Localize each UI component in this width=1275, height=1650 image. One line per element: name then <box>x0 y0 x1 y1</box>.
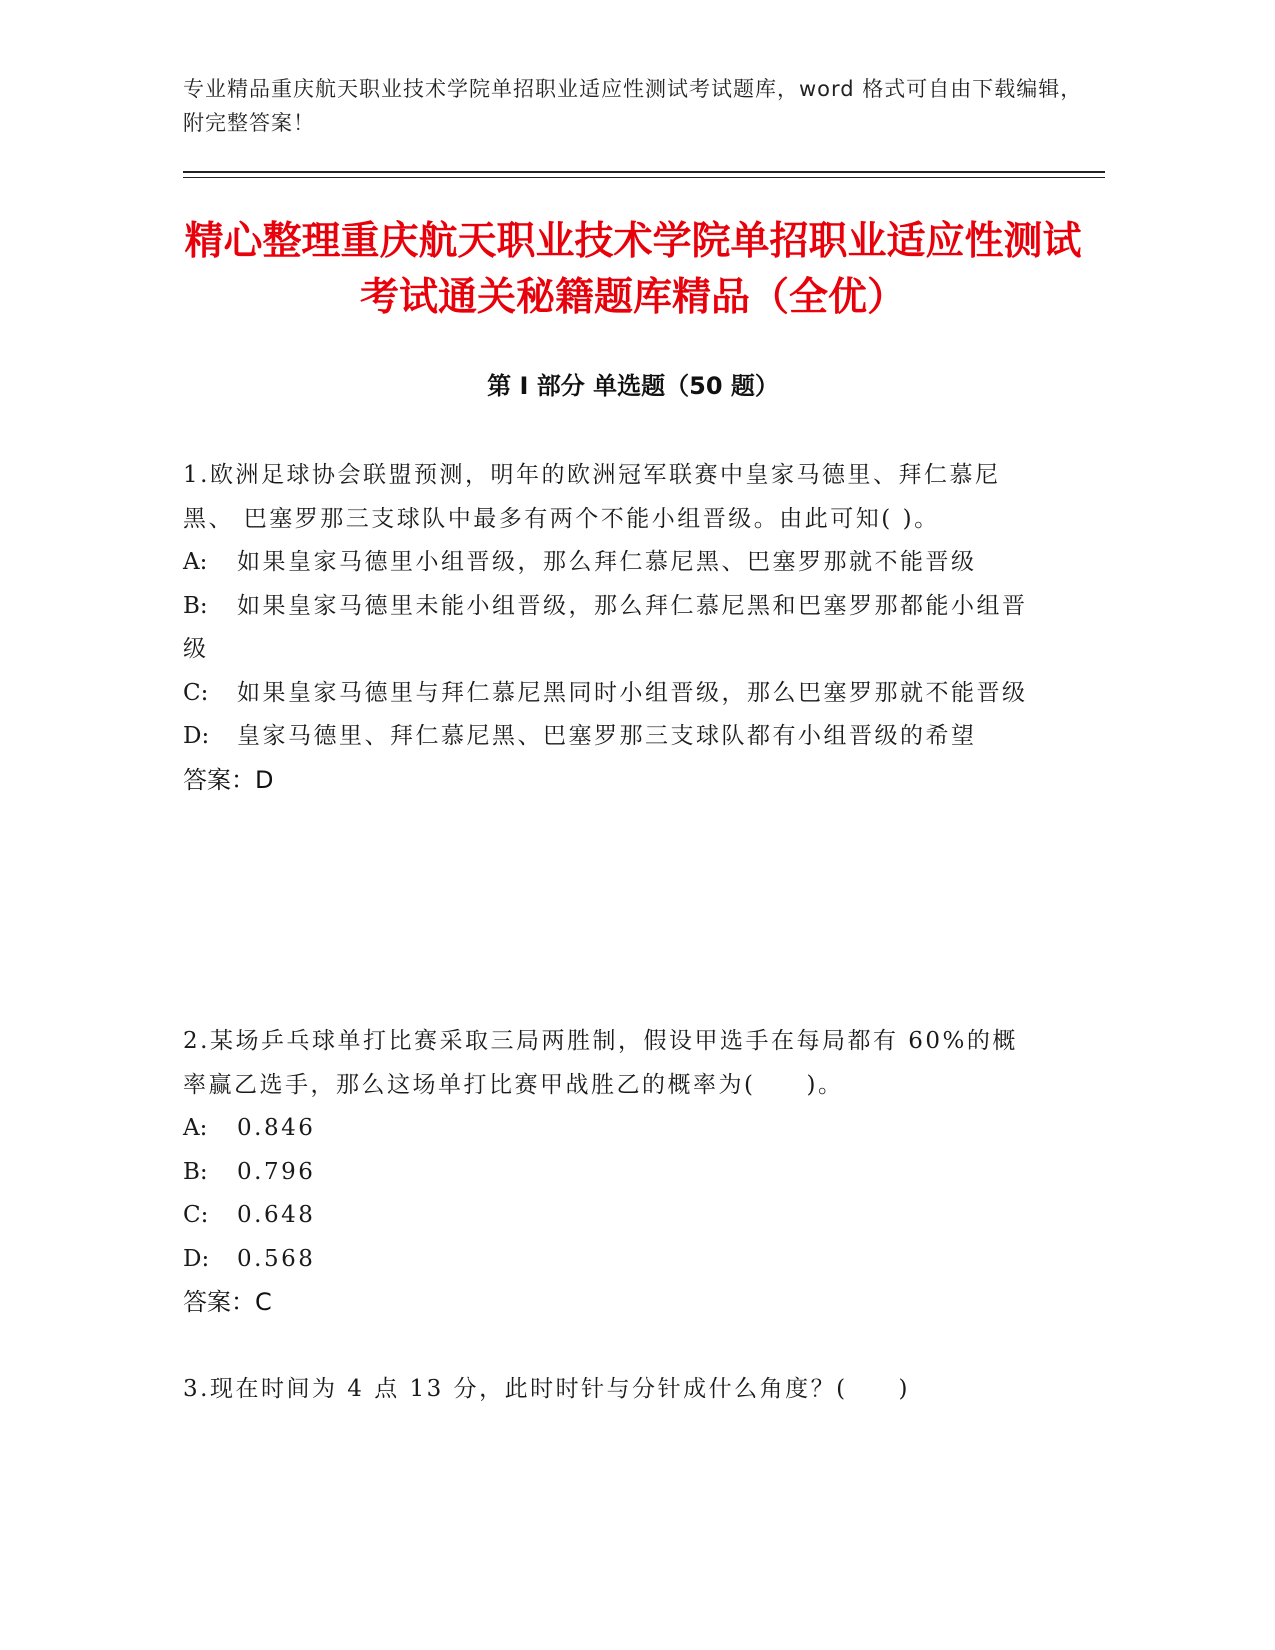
option-d <box>183 1238 1043 1282</box>
option-letter: C: <box>183 679 209 706</box>
option-letter: D: <box>183 723 210 749</box>
option-b <box>183 1151 1043 1195</box>
option-letter: B: <box>183 592 208 619</box>
header-note: 专业精品重庆航天职业技术学院单招职业适应性测试考试题库，word 格式可自由下载编辑，附完整答案！ <box>183 77 1083 135</box>
option-letter: C: <box>183 1202 209 1228</box>
option-text: 0.568 <box>237 1245 316 1272</box>
option-a <box>183 541 1043 585</box>
option-letter: B: <box>183 1158 208 1185</box>
option-text: 0.648 <box>237 1202 316 1228</box>
option-d <box>183 715 1043 759</box>
option-text: 如果皇家马德里未能小组晋级，那么拜仁慕尼黑和巴塞罗那都能小组晋级 <box>183 592 1028 662</box>
question-stem: 3.现在时间为 4 点 13 分，此时时针与分针成什么角度？( ) <box>183 1376 911 1402</box>
answer-line: 答案：D <box>183 765 274 794</box>
option-letter: A: <box>183 549 208 575</box>
option-text: 如果皇家马德里与拜仁慕尼黑同时小组晋级，那么巴塞罗那就不能晋级 <box>237 679 1028 706</box>
question-3 <box>183 1368 1043 1412</box>
option-c <box>183 672 1043 716</box>
question-2 <box>183 1020 1043 1325</box>
option-b <box>183 585 1043 672</box>
document-title: 精心整理重庆航天职业技术学院单招职业适应性测试考试通关秘籍题库精品（全优） <box>184 219 1082 320</box>
header-rule-thick <box>183 171 1105 173</box>
answer-line: 答案：C <box>183 1288 272 1316</box>
option-text: 0.796 <box>237 1158 316 1185</box>
option-letter: A: <box>183 1115 208 1141</box>
option-text: 0.846 <box>237 1115 316 1141</box>
option-letter: D: <box>183 1245 210 1272</box>
section-title: 第 I 部分 单选题（50 题） <box>487 372 779 400</box>
question-stem: 2.某场乒乓球单打比赛采取三局两胜制，假设甲选手在每局都有 60%的概率赢乙选手，那么这场单打比赛甲战胜乙的概率为( )。 <box>183 1028 1018 1098</box>
option-a <box>183 1107 1043 1151</box>
question-1 <box>183 454 1043 802</box>
question-stem: 1.欧洲足球协会联盟预测，明年的欧洲冠军联赛中皇家马德里、拜仁慕尼黑、 巴塞罗那三支球队中最多有两个不能小组晋级。由此可知( )。 <box>183 462 1001 532</box>
option-text: 皇家马德里、拜仁慕尼黑、巴塞罗那三支球队都有小组晋级的希望 <box>237 723 977 749</box>
header-rule-thin <box>183 177 1105 178</box>
option-text: 如果皇家马德里小组晋级，那么拜仁慕尼黑、巴塞罗那就不能晋级 <box>237 549 977 575</box>
option-c <box>183 1194 1043 1238</box>
